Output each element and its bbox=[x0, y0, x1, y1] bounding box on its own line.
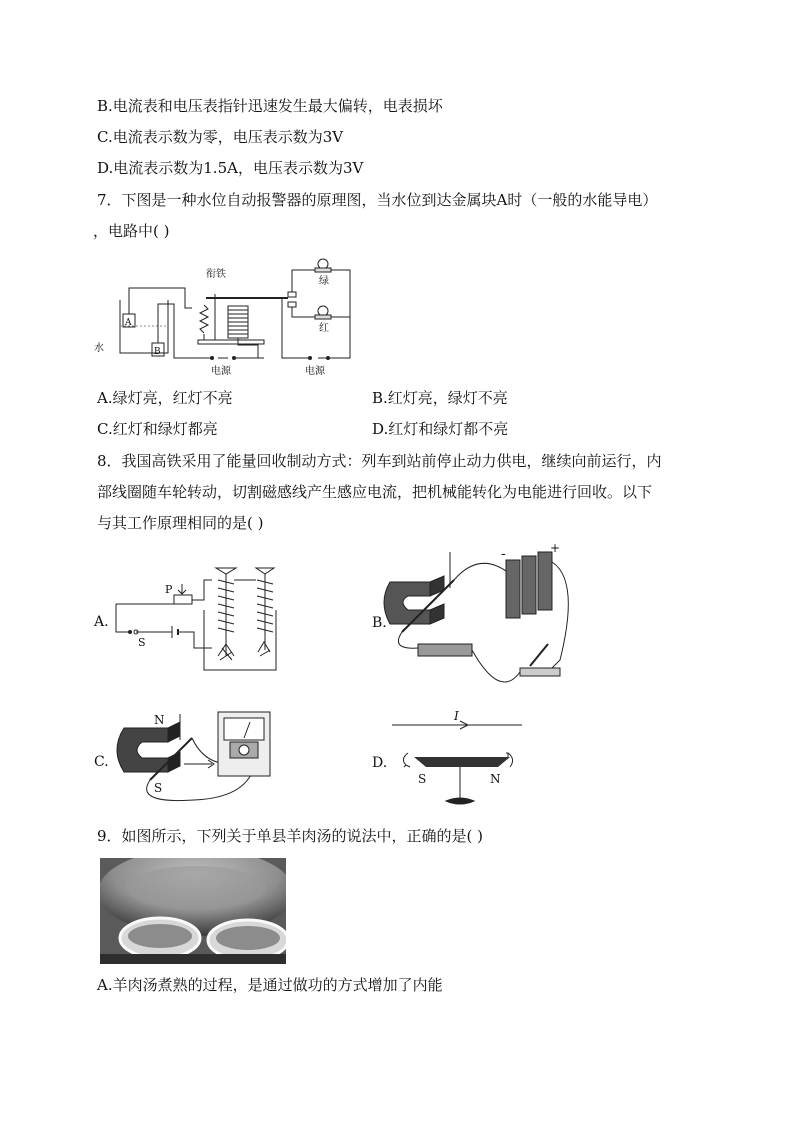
q7-option-c: C.红灯和绿灯都亮 bbox=[97, 420, 218, 438]
figure-a-label: A. bbox=[94, 614, 109, 630]
q8-stem-line1: 8．我国高铁采用了能量回收制动方式：列车到站前停止动力供电，继续向前运行，内 bbox=[97, 452, 662, 470]
water-alarm-circuit-diagram bbox=[88, 250, 368, 382]
figure-c-induction-galvanometer bbox=[94, 708, 284, 808]
magnet-n-label: N bbox=[154, 713, 165, 727]
armature-label: 衔铁 bbox=[206, 269, 226, 280]
q7-stem-line1: 7．下图是一种水位自动报警器的原理图，当水位到达金属块A时（一般的水能导电） bbox=[97, 191, 658, 209]
water-label: 水 bbox=[94, 343, 104, 354]
figure-c-label: C. bbox=[94, 754, 109, 770]
q9-option-a: A.羊肉汤煮熟的过程，是通过做功的方式增加了内能 bbox=[97, 976, 443, 994]
power-left-label: 电源 bbox=[211, 366, 231, 377]
mutton-soup-photo bbox=[100, 858, 286, 964]
red-lamp-label: 红 bbox=[319, 323, 329, 334]
q7-option-a: A.绿灯亮，红灯不亮 bbox=[97, 389, 233, 407]
figure-a-electromagnet-circuit bbox=[94, 560, 284, 674]
q8-stem-line2: 部线圈随车轮转动，切割磁感线产生感应电流，把机械能转化为电能进行回收。以下 bbox=[97, 483, 653, 501]
switch-s-label: S bbox=[138, 636, 146, 649]
q7-option-d: D.红灯和绿灯都不亮 bbox=[372, 420, 509, 438]
magnet-s-label: S bbox=[154, 781, 163, 795]
battery-minus-label: - bbox=[501, 546, 506, 562]
battery-plus-label: + bbox=[550, 541, 561, 555]
figure-b-motor-principle-apparatus bbox=[370, 540, 590, 700]
block-a-label: A bbox=[125, 318, 132, 328]
figure-d-label: D. bbox=[372, 755, 388, 771]
q8-stem-line3: 与其工作原理相同的是( ) bbox=[97, 514, 264, 532]
block-b-label: B bbox=[154, 347, 161, 357]
q7-option-b: B.红灯亮，绿灯不亮 bbox=[372, 389, 508, 407]
compass-n-label: N bbox=[490, 772, 501, 786]
q7-stem-line2: ，电路中( ) bbox=[93, 222, 170, 240]
figure-b-label: B. bbox=[372, 615, 387, 631]
figure-d-oersted-compass bbox=[370, 705, 530, 817]
q6-option-d: D.电流表示数为1.5A，电压表示数为3V bbox=[97, 159, 364, 177]
current-i-label: I bbox=[454, 709, 459, 723]
rheostat-p-label: P bbox=[165, 583, 173, 596]
green-lamp-label: 绿 bbox=[319, 276, 329, 287]
q6-option-c: C.电流表示数为零，电压表示数为3V bbox=[97, 128, 344, 146]
power-right-label: 电源 bbox=[305, 366, 325, 377]
compass-s-label: S bbox=[418, 772, 427, 786]
q6-option-b: B.电流表和电压表指针迅速发生最大偏转，电表损坏 bbox=[97, 97, 443, 115]
q9-stem: 9．如图所示，下列关于单县羊肉汤的说法中，正确的是( ) bbox=[97, 827, 484, 845]
